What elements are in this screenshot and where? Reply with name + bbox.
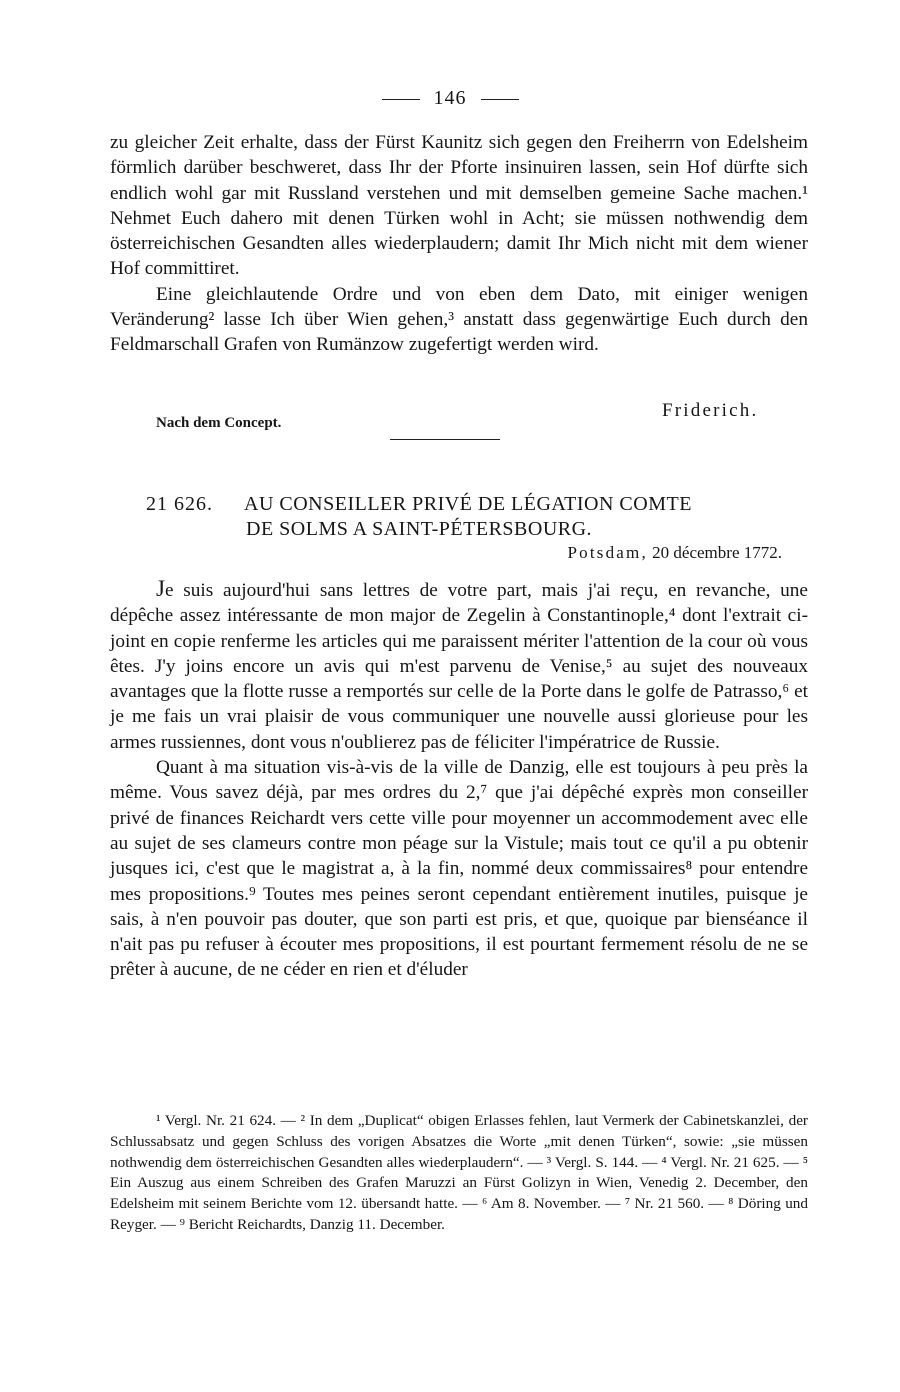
- source-note: Nach dem Concept.: [156, 415, 282, 431]
- paragraph-2: Eine gleichlautende Ordre und von eben dem Dato, mit einiger wenigen Veränderung² lasse Ich über Wien gehen,³ anstatt dass gegenwärtige Euch durch den Feldmarschall Grafen von Rumänzow zugefertigt werden wird.: [110, 283, 808, 356]
- paragraph-1: zu gleicher Zeit erhalte, dass der Fürst Kaunitz sich gegen den Freiherrn von Edelsheim förmlich darüber beschweret, dass Ihr der Pforte insinuiren lassen, sein Hof dürfte sich endlich wohl gar mit Russland verstehen und mit demselben gemeine Sache machen.¹ Nehmet Euch dahero mit denen Türken wohl in Acht; sie müssen nothwendig dem österreichischen Gesandten alles wiederplaudern; damit Ihr Mich nicht mit dem wiener Hof committiret.: [110, 132, 808, 280]
- footnotes: [110, 1111, 808, 1236]
- letter-body: [110, 576, 808, 983]
- running-head-dash-right: [481, 99, 519, 100]
- letter-paragraph-1-text: e suis aujourd'hui sans lettres de votre part, mais j'ai reçu, en revanche, une dépêche assez intéressante de mon major de Zegelin à Constantinople,⁴ dont l'extrait ci-joint en copie renferme les articles qui me paraissent mériter l'attention de la cour où vous êtes. J'y joins encore un avis qui m'est parvenu de Venise,⁵ au sujet des nouveaux avantages que la flotte russe a remportés sur celle de la Porte dans le golfe de Patrasso,⁶ et je me fais un vrai plaisir de vous communiquer une nouvelle aussi glorieuse pour les armes russiennes, dont vous n'oublierez pas de féliciter l'impératrice de Russie.: [110, 580, 808, 753]
- dateline: [300, 543, 782, 563]
- lead-letter: J: [156, 576, 165, 601]
- letter-heading: [146, 492, 846, 542]
- page-number: 146: [433, 87, 467, 109]
- section-separator: [390, 439, 500, 440]
- date-place: Potsdam,: [567, 543, 648, 562]
- letter-paragraph-1: [110, 576, 808, 755]
- heading-line-2: DE SOLMS A SAINT-PÉTERSBOURG.: [246, 518, 593, 540]
- previous-letter-conclusion: [110, 130, 808, 358]
- letter-paragraph-2: Quant à ma situation vis-à-vis de la ville de Danzig, elle est toujours à peu près la même. Vous savez déjà, par mes ordres du 2,⁷ que j'ai dépêché exprès mon conseiller privé de finances Reichardt vers cette ville pour moyenner un accommodement avec elle au sujet de ses clameurs contre mon péage sur la Vistule; mais tout ce qu'il a pu obtenir jusques ici, c'est que le magistrat a, à la fin, nommé deux commissaires⁸ pour entendre mes propositions.⁹ Toutes mes peines seront cependant entièrement inutiles, puisque je sais, à n'en pouvoir pas douter, que son parti est pris, et que, quoique par bienséance il n'ait pas pu refuser à écouter mes propositions, il est pourtant fermement résolu de ne se prêter à aucune, de ne céder en rien et d'éluder: [110, 757, 808, 981]
- footnotes-text: ¹ Vergl. Nr. 21 624. — ² In dem „Duplicat“ obigen Erlasses fehlen, laut Vermerk der Cabinetskanzlei, der Schlussabsatz und gegen Schluss des vorigen Absatzes die Worte „mit denen Türken“, sowie: „sie müssen nothwendig dem österreichischen Gesandten alles wiederplaudern“. — ³ Vergl. S. 144. — ⁴ Vergl. Nr. 21 625. — ⁵ Ein Auszug aus einem Schreiben des Grafen Maruzzi an Fürst Golizyn in Wien, Venedig 2. December, den Edelsheim mit seinem Berichte vom 12. übersandt hatte. — ⁶ Am 8. November. — ⁷ Nr. 21 560. — ⁸ Döring und Reyger. — ⁹ Bericht Reichardts, Danzig 11. December.: [110, 1112, 808, 1233]
- running-head-dash-left: [382, 99, 420, 100]
- signature: Friderich.: [662, 400, 759, 421]
- date-text: 20 décembre 1772.: [652, 543, 782, 562]
- heading-line-1: AU CONSEILLER PRIVÉ DE LÉGATION COMTE: [244, 493, 692, 515]
- letter-number: 21 626.: [146, 493, 213, 515]
- running-head: [0, 86, 900, 110]
